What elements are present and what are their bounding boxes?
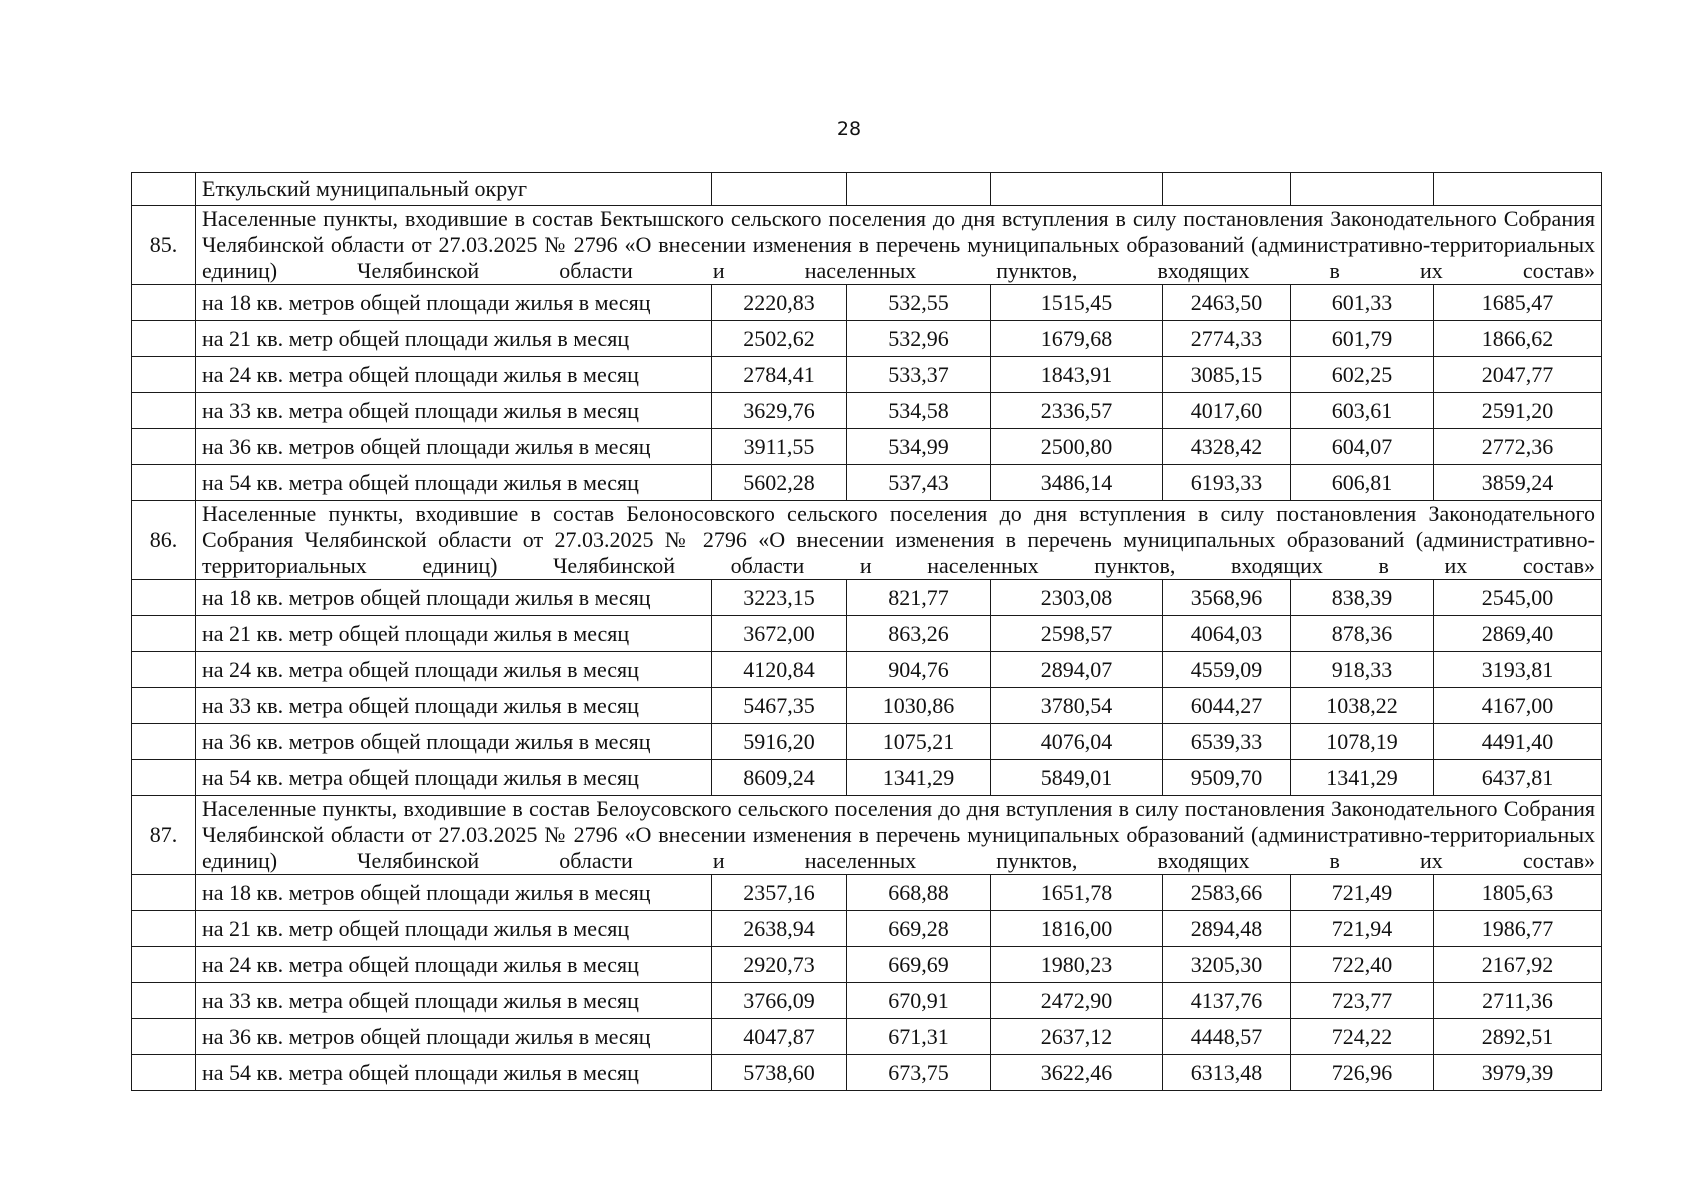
value-cell: 5467,35: [712, 688, 847, 724]
value-cell: 4328,42: [1163, 429, 1291, 465]
empty-cell: [1291, 173, 1434, 206]
value-cell: 3859,24: [1434, 465, 1602, 501]
table-row: [132, 465, 1602, 501]
row-label: на 36 кв. метров общей площади жилья в месяц: [196, 724, 712, 760]
value-cell: 2784,41: [712, 357, 847, 393]
value-cell: 2167,92: [1434, 947, 1602, 983]
value-cell: 2774,33: [1163, 321, 1291, 357]
empty-cell: [1163, 173, 1291, 206]
value-cell: 2545,00: [1434, 580, 1602, 616]
value-cell: 4137,76: [1163, 983, 1291, 1019]
number-cell: [132, 724, 196, 760]
value-cell: 723,77: [1291, 983, 1434, 1019]
value-cell: 1843,91: [991, 357, 1163, 393]
section-description: Населенные пункты, входившие в состав Белоусовского сельского поселения до дня вступления в силу постановления Законодательного Собрания Челябинской области от 27.03.2025 № 2796 «О внесении изменения в перечень муниципальных образований (административно-территориальных единиц) Челябинской области и населенных пунктов, входящих в их состав»: [196, 796, 1602, 875]
value-cell: 2920,73: [712, 947, 847, 983]
number-cell: [132, 616, 196, 652]
value-cell: 6437,81: [1434, 760, 1602, 796]
value-cell: 5916,20: [712, 724, 847, 760]
table-row: [132, 616, 1602, 652]
value-cell: 3486,14: [991, 465, 1163, 501]
number-cell: [132, 688, 196, 724]
row-label: на 33 кв. метра общей площади жилья в месяц: [196, 688, 712, 724]
section-description: Населенные пункты, входившие в состав Бектышского сельского поселения до дня вступления в силу постановления Законодательного Собрания Челябинской области от 27.03.2025 № 2796 «О внесении изменения в перечень муниципальных образований (административно-территориальных единиц) Челябинской области и населенных пунктов, входящих в их состав»: [196, 206, 1602, 285]
tariff-table: [131, 172, 1602, 1091]
value-cell: 1651,78: [991, 875, 1163, 911]
value-cell: 1980,23: [991, 947, 1163, 983]
table-row: [132, 321, 1602, 357]
value-cell: 2772,36: [1434, 429, 1602, 465]
value-cell: 671,31: [847, 1019, 991, 1055]
table-row: [132, 357, 1602, 393]
section-number: 86.: [132, 501, 196, 580]
value-cell: 2472,90: [991, 983, 1163, 1019]
section-number: 85.: [132, 206, 196, 285]
value-cell: 4047,87: [712, 1019, 847, 1055]
table-row: [132, 1019, 1602, 1055]
row-label: на 18 кв. метров общей площади жилья в месяц: [196, 875, 712, 911]
table-row: [132, 760, 1602, 796]
value-cell: 2637,12: [991, 1019, 1163, 1055]
number-cell: [132, 947, 196, 983]
value-cell: 2583,66: [1163, 875, 1291, 911]
value-cell: 2303,08: [991, 580, 1163, 616]
row-label: на 54 кв. метра общей площади жилья в месяц: [196, 465, 712, 501]
value-cell: 6193,33: [1163, 465, 1291, 501]
empty-cell: [991, 173, 1163, 206]
value-cell: 2502,62: [712, 321, 847, 357]
value-cell: 1030,86: [847, 688, 991, 724]
value-cell: 4064,03: [1163, 616, 1291, 652]
value-cell: 2220,83: [712, 285, 847, 321]
number-cell: [132, 357, 196, 393]
value-cell: 668,88: [847, 875, 991, 911]
value-cell: 2336,57: [991, 393, 1163, 429]
table-row: [132, 429, 1602, 465]
value-cell: 1679,68: [991, 321, 1163, 357]
section-description-row: [132, 206, 1602, 285]
value-cell: 669,69: [847, 947, 991, 983]
table-row: [132, 688, 1602, 724]
number-cell: [132, 652, 196, 688]
value-cell: 863,26: [847, 616, 991, 652]
table-row: [132, 724, 1602, 760]
value-cell: 3629,76: [712, 393, 847, 429]
value-cell: 8609,24: [712, 760, 847, 796]
value-cell: 534,58: [847, 393, 991, 429]
value-cell: 3193,81: [1434, 652, 1602, 688]
number-cell: [132, 173, 196, 206]
value-cell: 4076,04: [991, 724, 1163, 760]
empty-cell: [712, 173, 847, 206]
value-cell: 3780,54: [991, 688, 1163, 724]
value-cell: 1341,29: [1291, 760, 1434, 796]
number-cell: [132, 1019, 196, 1055]
value-cell: 2500,80: [991, 429, 1163, 465]
value-cell: 604,07: [1291, 429, 1434, 465]
empty-cell: [847, 173, 991, 206]
value-cell: 2357,16: [712, 875, 847, 911]
row-label: на 21 кв. метр общей площади жилья в месяц: [196, 321, 712, 357]
value-cell: 1078,19: [1291, 724, 1434, 760]
value-cell: 2892,51: [1434, 1019, 1602, 1055]
value-cell: 1805,63: [1434, 875, 1602, 911]
value-cell: 1515,45: [991, 285, 1163, 321]
value-cell: 838,39: [1291, 580, 1434, 616]
value-cell: 5849,01: [991, 760, 1163, 796]
table-row: [132, 580, 1602, 616]
value-cell: 4120,84: [712, 652, 847, 688]
number-cell: [132, 465, 196, 501]
value-cell: 532,55: [847, 285, 991, 321]
value-cell: 2638,94: [712, 911, 847, 947]
value-cell: 6044,27: [1163, 688, 1291, 724]
value-cell: 2047,77: [1434, 357, 1602, 393]
value-cell: 3568,96: [1163, 580, 1291, 616]
value-cell: 602,25: [1291, 357, 1434, 393]
value-cell: 2711,36: [1434, 983, 1602, 1019]
row-label: на 54 кв. метра общей площади жилья в месяц: [196, 1055, 712, 1091]
row-label: на 24 кв. метра общей площади жилья в месяц: [196, 652, 712, 688]
row-label: на 36 кв. метров общей площади жилья в месяц: [196, 429, 712, 465]
value-cell: 2869,40: [1434, 616, 1602, 652]
value-cell: 4017,60: [1163, 393, 1291, 429]
table-row: [132, 285, 1602, 321]
table-row: [132, 875, 1602, 911]
number-cell: [132, 393, 196, 429]
row-label: на 21 кв. метр общей площади жилья в месяц: [196, 911, 712, 947]
value-cell: 918,33: [1291, 652, 1434, 688]
value-cell: 6539,33: [1163, 724, 1291, 760]
empty-cell: [1434, 173, 1602, 206]
table-row: [132, 911, 1602, 947]
table-row: [132, 393, 1602, 429]
section-description-row: [132, 796, 1602, 875]
value-cell: 673,75: [847, 1055, 991, 1091]
value-cell: 3766,09: [712, 983, 847, 1019]
value-cell: 3979,39: [1434, 1055, 1602, 1091]
value-cell: 1986,77: [1434, 911, 1602, 947]
page-number: 28: [836, 118, 862, 140]
value-cell: 669,28: [847, 911, 991, 947]
value-cell: 1816,00: [991, 911, 1163, 947]
number-cell: [132, 285, 196, 321]
value-cell: 606,81: [1291, 465, 1434, 501]
value-cell: 1866,62: [1434, 321, 1602, 357]
row-label: на 33 кв. метра общей площади жилья в месяц: [196, 393, 712, 429]
section-description-row: [132, 501, 1602, 580]
table-row: [132, 1055, 1602, 1091]
value-cell: 721,49: [1291, 875, 1434, 911]
value-cell: 2591,20: [1434, 393, 1602, 429]
table-row: [132, 983, 1602, 1019]
value-cell: 6313,48: [1163, 1055, 1291, 1091]
value-cell: 721,94: [1291, 911, 1434, 947]
value-cell: 3622,46: [991, 1055, 1163, 1091]
value-cell: 2894,48: [1163, 911, 1291, 947]
value-cell: 534,99: [847, 429, 991, 465]
row-label: на 21 кв. метр общей площади жилья в месяц: [196, 616, 712, 652]
value-cell: 1038,22: [1291, 688, 1434, 724]
number-cell: [132, 875, 196, 911]
row-label: на 54 кв. метра общей площади жилья в месяц: [196, 760, 712, 796]
value-cell: 1685,47: [1434, 285, 1602, 321]
value-cell: 821,77: [847, 580, 991, 616]
value-cell: 5738,60: [712, 1055, 847, 1091]
value-cell: 724,22: [1291, 1019, 1434, 1055]
row-label: на 24 кв. метра общей площади жилья в месяц: [196, 947, 712, 983]
number-cell: [132, 580, 196, 616]
row-label: на 33 кв. метра общей площади жилья в месяц: [196, 983, 712, 1019]
value-cell: 601,33: [1291, 285, 1434, 321]
value-cell: 4491,40: [1434, 724, 1602, 760]
value-cell: 1341,29: [847, 760, 991, 796]
value-cell: 3085,15: [1163, 357, 1291, 393]
value-cell: 537,43: [847, 465, 991, 501]
value-cell: 726,96: [1291, 1055, 1434, 1091]
row-label: на 18 кв. метров общей площади жилья в месяц: [196, 285, 712, 321]
number-cell: [132, 760, 196, 796]
table-row: [132, 652, 1602, 688]
row-label: на 18 кв. метров общей площади жилья в месяц: [196, 580, 712, 616]
number-cell: [132, 1055, 196, 1091]
table-row: [132, 947, 1602, 983]
value-cell: 1075,21: [847, 724, 991, 760]
value-cell: 3205,30: [1163, 947, 1291, 983]
district-header-row: [132, 173, 1602, 206]
value-cell: 904,76: [847, 652, 991, 688]
value-cell: 533,37: [847, 357, 991, 393]
value-cell: 4448,57: [1163, 1019, 1291, 1055]
value-cell: 9509,70: [1163, 760, 1291, 796]
section-number: 87.: [132, 796, 196, 875]
value-cell: 603,61: [1291, 393, 1434, 429]
value-cell: 3223,15: [712, 580, 847, 616]
value-cell: 878,36: [1291, 616, 1434, 652]
value-cell: 2463,50: [1163, 285, 1291, 321]
value-cell: 670,91: [847, 983, 991, 1019]
value-cell: 3672,00: [712, 616, 847, 652]
number-cell: [132, 321, 196, 357]
value-cell: 601,79: [1291, 321, 1434, 357]
value-cell: 2598,57: [991, 616, 1163, 652]
number-cell: [132, 983, 196, 1019]
number-cell: [132, 911, 196, 947]
row-label: на 24 кв. метра общей площади жилья в месяц: [196, 357, 712, 393]
value-cell: 722,40: [1291, 947, 1434, 983]
value-cell: 5602,28: [712, 465, 847, 501]
section-description: Населенные пункты, входившие в состав Белоносовского сельского поселения до дня вступления в силу постановления Законодательного Собрания Челябинской области от 27.03.2025 № 2796 «О внесении изменения в перечень муниципальных образований (административно-территориальных единиц) Челябинской области и населенных пунктов, входящих в их состав»: [196, 501, 1602, 580]
value-cell: 532,96: [847, 321, 991, 357]
value-cell: 4167,00: [1434, 688, 1602, 724]
number-cell: [132, 429, 196, 465]
value-cell: 3911,55: [712, 429, 847, 465]
district-title: Еткульский муниципальный округ: [196, 173, 712, 206]
value-cell: 2894,07: [991, 652, 1163, 688]
value-cell: 4559,09: [1163, 652, 1291, 688]
row-label: на 36 кв. метров общей площади жилья в месяц: [196, 1019, 712, 1055]
